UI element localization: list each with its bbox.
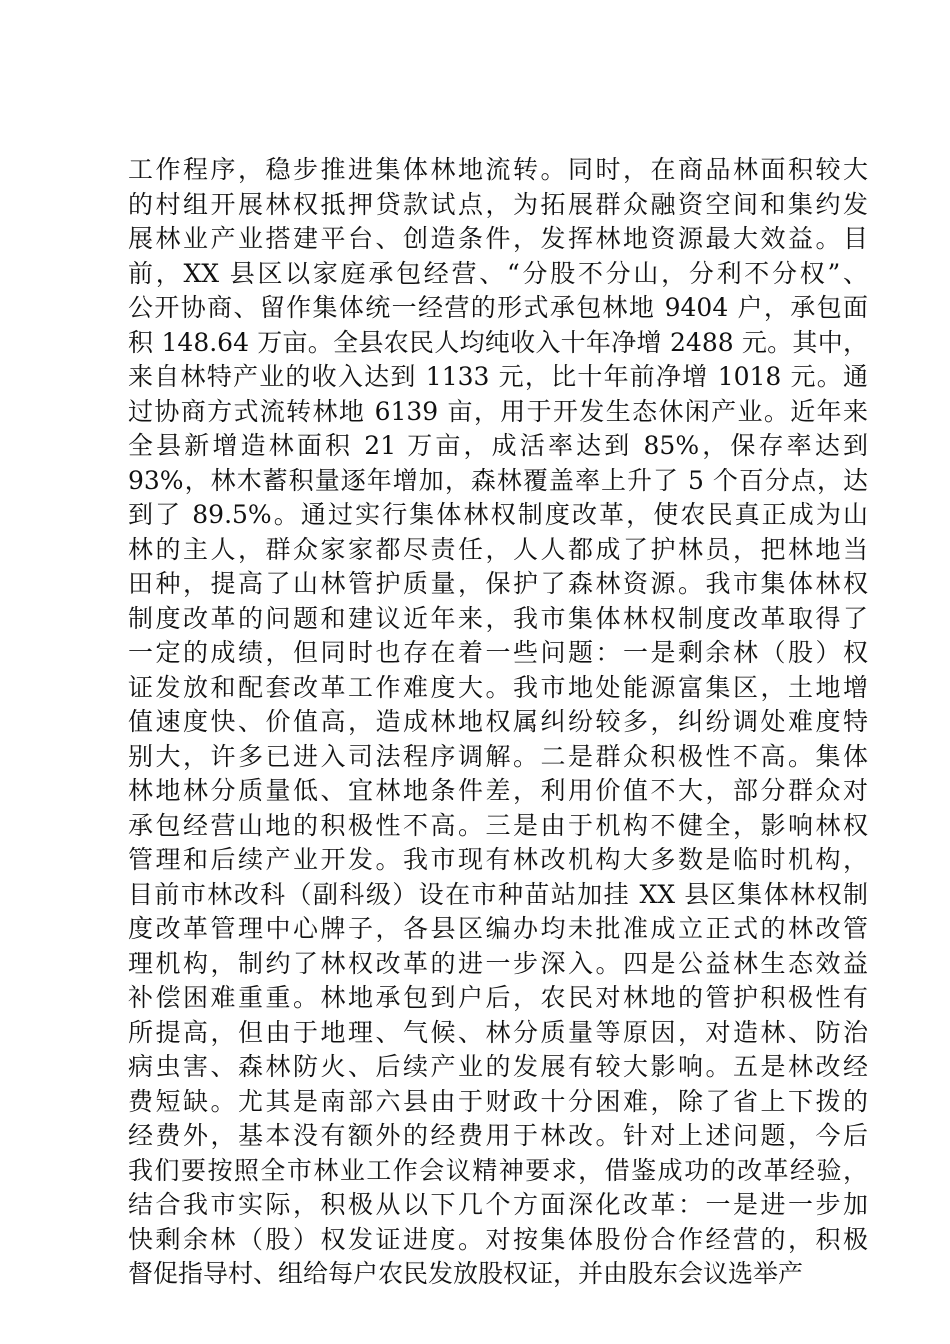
text-line: 公开协商、留作集体统一经营的形式承包林地 9404 户，承包面: [128, 293, 868, 322]
text-line: 前，XX 县区以家庭承包经营、“分股不分山，分利不分权”、: [128, 258, 868, 288]
text-line: 来自林特产业的收入达到 1133 元，比十年前净增 1018 元。通: [128, 362, 868, 391]
text-line: 我们要按照全市林业工作会议精神要求，借鉴成功的改革经验，: [128, 1155, 868, 1185]
text-line: 积 148.64 万亩。全县农民人均纯收入十年净增 2488 元。其中，: [128, 327, 868, 357]
text-line: 别大，许多已进入司法程序调解。二是群众积极性不高。集体: [128, 741, 868, 771]
text-line: 费短缺。尤其是南部六县由于财政十分困难，除了省上下拨的: [128, 1086, 868, 1116]
text-line: 的村组开展林权抵押贷款试点，为拓展群众融资空间和集约发: [128, 189, 868, 219]
text-line: 管理和后续产业开发。我市现有林改机构大多数是临时机构，: [128, 845, 868, 874]
text-line: 林的主人，群众家家都尽责任，人人都成了护林员，把林地当: [128, 534, 868, 564]
text-line: 理机构，制约了林权改革的进一步深入。四是公益林生态效益: [128, 948, 868, 978]
text-line: 工作程序，稳步推进集体林地流转。同时，在商品林面积较大: [128, 155, 868, 184]
text-line: 田种，提高了山林管护质量，保护了森林资源。我市集体林权: [128, 569, 868, 598]
text-line: 过协商方式流转林地 6139 亩，用于开发生态休闲产业。近年来: [128, 396, 868, 426]
body-text: [128, 153, 868, 1292]
text-line: 快剩余林（股）权发证进度。对按集体股份合作经营的，积极: [128, 1224, 868, 1254]
text-line: 督促指导村、组给每户农民发放股权证，并由股东会议选举产: [128, 1259, 804, 1288]
text-line: 目前市林改科（副科级）设在市种苗站加挂 XX 县区集体林权制: [128, 879, 868, 909]
text-line: 93%，林木蓄积量逐年增加，森林覆盖率上升了 5 个百分点，达: [128, 465, 868, 495]
text-line: 一定的成绩，但同时也存在着一些问题：一是剩余林（股）权: [128, 638, 868, 667]
text-line: 承包经营山地的积极性不高。三是由于机构不健全，影响林权: [128, 810, 868, 840]
text-line: 病虫害、森林防火、后续产业的发展有较大影响。五是林改经: [128, 1052, 868, 1081]
text-line: 制度改革的问题和建议近年来，我市集体林权制度改革取得了: [128, 603, 868, 633]
text-line: 展林业产业搭建平台、创造条件，发挥林地资源最大效益。目: [128, 224, 868, 253]
text-line: 值速度快、价值高，造成林地权属纠纷较多，纠纷调处难度特: [128, 707, 868, 736]
text-line: 度改革管理中心牌子，各县区编办均未批准成立正式的林改管: [128, 914, 868, 943]
text-line: 林地林分质量低、宜林地条件差，利用价值不大，部分群众对: [128, 776, 868, 805]
text-line: 补偿困难重重。林地承包到户后，农民对林地的管护积极性有: [128, 983, 868, 1012]
text-line: 所提高，但由于地理、气候、林分质量等原因，对造林、防治: [128, 1017, 868, 1047]
text-line: 经费外，基本没有额外的经费用于林改。针对上述问题，今后: [128, 1121, 868, 1150]
text-line: 全县新增造林面积 21 万亩，成活率达到 85%，保存率达到: [128, 431, 868, 460]
text-line: 到了 89.5%。通过实行集体林权制度改革，使农民真正成为山: [128, 500, 868, 529]
text-line: 结合我市实际，积极从以下几个方面深化改革：一是进一步加: [128, 1190, 868, 1219]
text-line: 证发放和配套改革工作难度大。我市地处能源富集区，土地增: [128, 672, 868, 702]
